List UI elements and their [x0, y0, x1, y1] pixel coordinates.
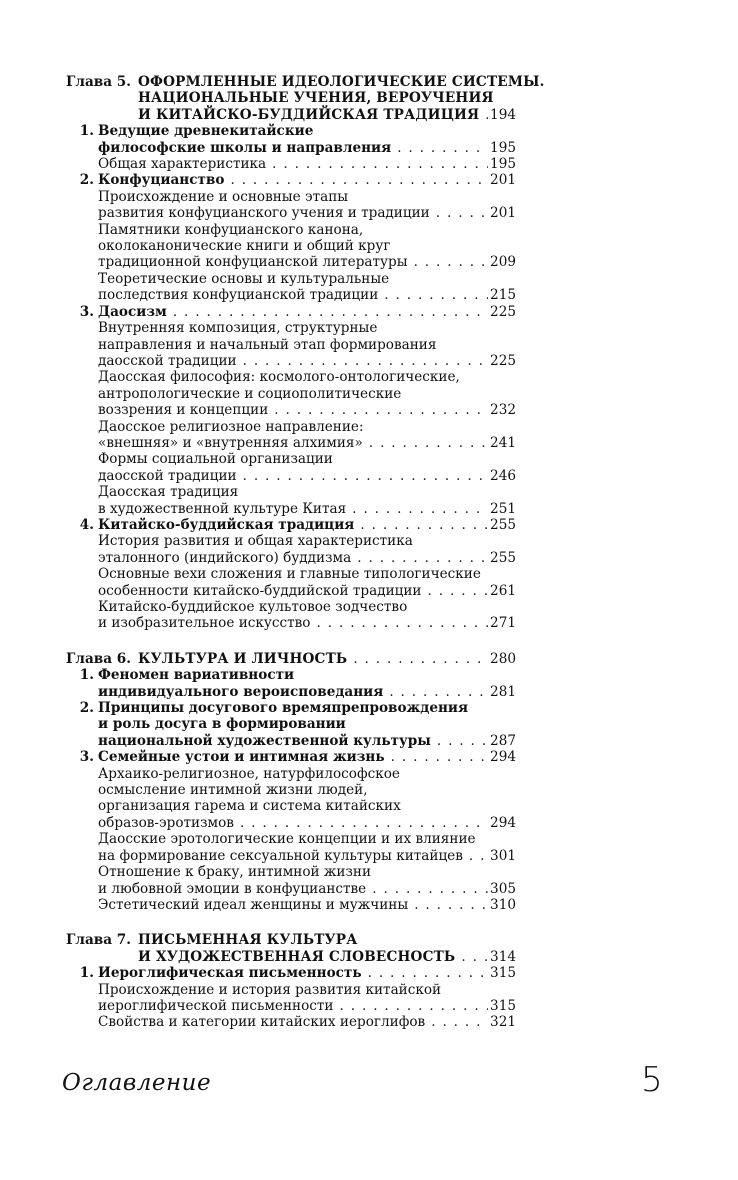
subsection-line — [66, 468, 516, 484]
subsection-line — [66, 815, 516, 831]
page-ref: 315 — [490, 965, 516, 982]
subsection-line — [66, 238, 516, 254]
subsection-title: и изобразительное искусство — [98, 615, 311, 632]
section-title: национальной художественной культуры — [98, 732, 431, 749]
page-ref: 314 — [490, 948, 516, 965]
leader-dots — [272, 156, 488, 172]
subsection-line — [66, 451, 516, 467]
subsection-title: антропологические и социополитические — [98, 385, 402, 402]
subsection-title: Даосская философия: космолого-онтологические, — [98, 369, 460, 386]
chapter-title-line — [66, 107, 516, 123]
page-ref: 232 — [490, 402, 516, 419]
leader-dots — [437, 733, 488, 749]
subsection-title: «внешняя» и «внутренняя алхимия» — [98, 434, 363, 451]
subsection-title: Китайско-буддийское культовое зодчество — [98, 599, 408, 615]
subsection-title: даосской традиции — [98, 467, 237, 484]
subsection-line — [66, 533, 516, 549]
subsection-line — [66, 337, 516, 353]
chapter-title-line — [66, 74, 545, 90]
section-line — [66, 733, 516, 749]
subsection-title: даосской традиции — [98, 352, 237, 369]
leader-dots — [339, 998, 488, 1014]
page-ref: 241 — [490, 434, 516, 451]
leader-dots — [274, 402, 488, 418]
section-title: Ведущие древнекитайские — [98, 123, 314, 140]
section-line — [66, 517, 516, 533]
chapter-entry — [66, 651, 516, 914]
page-ref: 294 — [490, 814, 516, 831]
subsection-line — [66, 222, 516, 238]
leader-dots — [397, 140, 488, 156]
section-number: 2. — [79, 700, 94, 717]
subsection-line — [66, 484, 516, 500]
section-number: 1. — [79, 123, 94, 140]
leader-dots — [240, 815, 488, 831]
subsection-line — [66, 782, 516, 798]
leader-dots — [357, 550, 488, 566]
subsection-line — [66, 205, 516, 221]
section-title: Китайско-буддийская традиция — [98, 516, 355, 533]
subsection-title: и любовной эмоции в конфуцианстве — [98, 880, 367, 897]
leader-dots — [461, 949, 488, 965]
leader-dots — [414, 254, 488, 270]
leader-dots — [360, 517, 488, 533]
page-ref: 195 — [490, 156, 516, 173]
page-ref: 281 — [490, 683, 516, 700]
leader-dots — [428, 583, 489, 599]
section-line — [66, 684, 516, 700]
leader-dots — [414, 897, 488, 913]
page-ref: 287 — [490, 732, 516, 749]
section-line — [66, 123, 516, 139]
subsection-line — [66, 848, 516, 864]
subsection-line — [66, 254, 516, 270]
page-ref: 251 — [490, 500, 516, 517]
subsection-title: Общая характеристика — [98, 156, 267, 173]
subsection-line — [66, 320, 516, 336]
page-ref: 294 — [490, 749, 516, 766]
section-title: Принципы досугового времяпрепровождения — [98, 700, 469, 717]
subsection-line — [66, 615, 516, 631]
page-ref: 310 — [490, 896, 516, 913]
page-ref: 201 — [490, 205, 516, 222]
subsection-title: Происхождение и основные этапы — [98, 188, 349, 205]
subsection-line — [66, 831, 516, 847]
leader-dots — [230, 172, 488, 188]
section-title: Семейные устои и интимная жизнь — [98, 749, 385, 766]
subsection-line — [66, 998, 516, 1014]
subsection-line — [66, 599, 516, 615]
chapter-entry — [66, 932, 516, 1030]
chapter-title: И ХУДОЖЕСТВЕННАЯ СЛОВЕСНОСТЬ — [138, 948, 456, 965]
subsection-title: эталонного (индийского) буддизма — [98, 549, 352, 566]
subsection-line — [66, 864, 516, 880]
subsection-title: осмысление интимной жизни людей, — [98, 782, 368, 799]
subsection-line — [66, 419, 516, 435]
chapter-title: И КИТАЙСКО-БУДДИЙСКАЯ ТРАДИЦИЯ — [138, 106, 480, 123]
subsection-title: Отношение к браку, интимной жизни — [98, 864, 372, 881]
subsection-title: Свойства и категории китайских иероглифов — [98, 1014, 426, 1031]
section-line — [66, 304, 516, 320]
chapter-number: Глава 6. — [66, 650, 131, 667]
page-number: 5 — [641, 1060, 663, 1100]
subsection-line — [66, 881, 516, 897]
subsection-line — [66, 583, 516, 599]
leader-dots — [352, 501, 488, 517]
page-ref: 255 — [490, 516, 516, 533]
subsection-title: околоканонические книги и общий круг — [98, 238, 391, 255]
page-ref: 201 — [490, 172, 516, 189]
page-ref: 271 — [490, 615, 516, 632]
subsection-title: Формы социальной организации — [98, 451, 333, 468]
subsection-title: воззрения и концепции — [98, 402, 269, 419]
page-ref: 255 — [490, 549, 516, 566]
section-line — [66, 749, 516, 765]
subsection-title: развития конфуцианского учения и традиции — [98, 205, 430, 222]
subsection-line — [66, 550, 516, 566]
page-ref: 194 — [490, 106, 516, 123]
page-ref: 280 — [490, 650, 516, 667]
chapter-title-line — [66, 932, 516, 948]
page-ref: 209 — [490, 254, 516, 271]
subsection-title: организация гарема и система китайских — [98, 798, 401, 815]
leader-dots — [485, 107, 488, 123]
subsection-line — [66, 189, 516, 205]
leader-dots — [353, 651, 488, 667]
leader-dots — [173, 304, 488, 320]
subsection-line — [66, 798, 516, 814]
subsection-title: последствия конфуцианской традиции — [98, 287, 379, 304]
subsection-title: Даосская традиция — [98, 484, 239, 501]
subsection-title: Памятники конфуцианского канона, — [98, 221, 364, 238]
running-footer-title: Оглавление — [62, 1070, 212, 1096]
section-line — [66, 716, 516, 732]
chapter-title: ОФОРМЛЕННЫЕ ИДЕОЛОГИЧЕСКИЕ СИСТЕМЫ. — [138, 74, 545, 90]
subsection-title: на формирование сексуальной культуры китайцев — [98, 847, 463, 864]
section-number: 1. — [79, 965, 94, 982]
subsection-line — [66, 156, 516, 172]
subsection-title: Основные вехи сложения и главные типологические — [98, 566, 481, 583]
leader-dots — [369, 435, 488, 451]
subsection-line — [66, 897, 516, 913]
subsection-line — [66, 386, 516, 402]
section-line — [66, 172, 516, 188]
subsection-line — [66, 435, 516, 451]
chapter-title: НАЦИОНАЛЬНЫЕ УЧЕНИЯ, ВЕРОУЧЕНИЯ — [138, 90, 494, 107]
page-ref: 261 — [490, 582, 516, 599]
subsection-line — [66, 271, 516, 287]
page-ref: 315 — [490, 997, 516, 1014]
subsection-title: Архаико-религиозное, натурфилософское — [98, 765, 400, 782]
page-ref: 305 — [490, 880, 516, 897]
leader-dots — [243, 353, 488, 369]
leader-dots — [316, 615, 488, 631]
subsection-line — [66, 287, 516, 303]
section-title: и роль досуга в формировании — [98, 716, 346, 733]
subsection-title: Происхождение и история развития китайской — [98, 981, 442, 998]
leader-dots — [436, 205, 488, 221]
subsection-title: Даосское религиозное направление: — [98, 418, 364, 435]
subsection-title: особенности китайско-буддийской традиции — [98, 582, 422, 599]
page-ref: 225 — [490, 352, 516, 369]
subsection-title: направления и начальный этап формирования — [98, 336, 437, 353]
leader-dots — [469, 848, 488, 864]
leader-dots — [243, 468, 488, 484]
section-line — [66, 700, 516, 716]
chapter-number: Глава 7. — [66, 932, 131, 949]
section-line — [66, 140, 516, 156]
subsection-title: Даосские эротологические концепции и их влияние — [98, 831, 476, 848]
leader-dots — [368, 965, 488, 981]
subsection-line — [66, 1014, 516, 1030]
section-line — [66, 965, 516, 981]
section-title: индивидуального вероисповедания — [98, 683, 384, 700]
table-of-contents — [66, 74, 545, 1050]
subsection-title: История развития и общая характеристика — [98, 533, 413, 550]
subsection-line — [66, 766, 516, 782]
subsection-line — [66, 501, 516, 517]
leader-dots — [384, 287, 488, 303]
section-title: философские школы и направления — [98, 139, 392, 156]
subsection-line — [66, 353, 516, 369]
chapter-entry — [66, 74, 545, 632]
section-title: Конфуцианство — [98, 172, 225, 189]
chapter-title-line — [66, 651, 516, 667]
subsection-title: Теоретические основы и культуральные — [98, 270, 390, 287]
subsection-line — [66, 566, 516, 582]
section-number: 2. — [79, 172, 94, 189]
section-title: Феномен вариативности — [98, 667, 295, 684]
subsection-title: иероглифической письменности — [98, 997, 334, 1014]
subsection-title: в художественной культуре Китая — [98, 500, 347, 517]
page-ref: 225 — [490, 303, 516, 320]
chapter-title-line — [66, 949, 516, 965]
subsection-title: традиционной конфуцианской литературы — [98, 254, 408, 271]
section-title: Иероглифическая письменность — [98, 965, 362, 982]
page-ref: 215 — [490, 287, 516, 304]
section-number: 4. — [79, 516, 94, 533]
chapter-title-line — [66, 90, 516, 106]
section-title: Даосизм — [98, 303, 167, 320]
section-number: 1. — [79, 667, 94, 684]
subsection-line — [66, 369, 516, 385]
chapter-title: КУЛЬТУРА И ЛИЧНОСТЬ — [138, 650, 348, 667]
subsection-line — [66, 982, 516, 998]
section-number: 3. — [79, 303, 94, 320]
leader-dots — [389, 684, 488, 700]
leader-dots — [431, 1014, 488, 1030]
section-line — [66, 667, 516, 683]
page-ref: 321 — [490, 1014, 516, 1031]
page-ref: 301 — [490, 847, 516, 864]
subsection-title: Эстетический идеал женщины и мужчины — [98, 896, 409, 913]
chapter-number: Глава 5. — [66, 74, 131, 90]
subsection-line — [66, 402, 516, 418]
chapter-title: ПИСЬМЕННАЯ КУЛЬТУРА — [138, 932, 358, 949]
subsection-title: Внутренняя композиция, структурные — [98, 320, 378, 337]
section-number: 3. — [79, 749, 94, 766]
leader-dots — [391, 749, 488, 765]
page-ref: 246 — [490, 467, 516, 484]
subsection-title: образов-эротизмов — [98, 814, 234, 831]
leader-dots — [372, 881, 488, 897]
page-ref: 195 — [490, 139, 516, 156]
